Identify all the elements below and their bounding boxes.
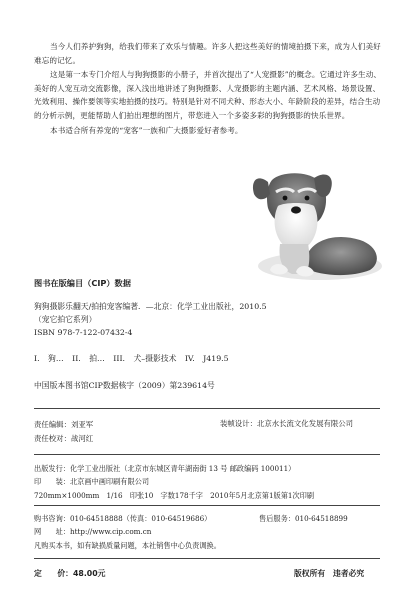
cip-title-line: 狗狗摄影乐翻天/拍拍宠客编著．—北京：化学工业出版社，2010.5 (34, 302, 267, 311)
description-paragraph-3: 本书适合所有养宠的“宠客”一族和广大摄影爱好者参考。 (50, 125, 243, 135)
contact-block (34, 512, 380, 552)
publishing-block (34, 462, 314, 502)
copyright-notice: 版权所有 违者必究 (294, 569, 365, 578)
price-line (34, 568, 105, 579)
divider-middle (34, 454, 380, 455)
cip-isbn-line: ISBN 978-7-122-07432-4 (34, 328, 133, 338)
cip-series-line: （宠它拍它系列） (34, 315, 97, 325)
book-description (34, 40, 382, 138)
proofreader-credit: 责任校对：战河红 (34, 434, 94, 443)
return-notice: 凡购买本书，如有缺损质量问题，本社销售中心负责调换。 (34, 540, 221, 550)
cip-heading: 图书在版编目（CIP）数据 (34, 278, 131, 288)
cip-record (34, 300, 267, 340)
service-phone: 售后服务：010-64518899 (259, 514, 348, 523)
price-label: 定 价： (34, 569, 73, 578)
editor-credit: 责任编辑：刘亚军 (34, 420, 94, 429)
cip-number: 中国版本图书馆CIP数据核字（2009）第239614号 (34, 381, 215, 390)
description-paragraph-1: 当今人们养护狗狗，给我们带来了欢乐与情趣。许多人把这些美好的情境拍摄下来，成为人们美好难忘的记忆。 (34, 42, 381, 65)
design-credit: 装帧设计：北京水长流文化发展有限公司 (220, 419, 354, 428)
schnauzer-dog-illustration (210, 170, 385, 285)
publisher-info: 出版发行：化学工业出版社（北京市东城区青年湖南街 13 号 邮政编码 100011） (34, 464, 296, 473)
description-paragraph-2: 这是第一本专门介绍人与狗狗摄影的小册子，并首次提出了“人宠摄影”的概念。它通过许多生动、美好的人宠互动交流影像，深入浅出地讲述了狗狗摄影、人宠摄影的主题内涵、艺术风格、场景设置、光效利用、操作要领等实地拍摄的技巧。特别是针对不同犬种、形态大小、年龄阶段的差异，结合生动的分析示例，更能帮助人们拍出理想的图片，带您进入一个多姿多彩的狗狗摄影的快乐世界。 (34, 70, 382, 120)
printer-info: 印 装：北京画中画印刷有限公司 (34, 477, 150, 487)
divider-bottom (34, 558, 380, 559)
purchase-phone: 购书咨询：010-64518888（传真：010-64519686） (34, 514, 212, 523)
format-info: 720mm×1000mm 1/16 印张10 字数178千字 2010年5月北京第1版第1次印刷 (34, 490, 315, 500)
website-line: 网 址：http://www.cip.com.cn (34, 527, 152, 537)
price-value: 48.00元 (72, 569, 106, 578)
divider-top (34, 408, 380, 409)
cip-classification: I. 狗… II. 拍… III. 犬–摄影技术 IV. J419.5 (34, 354, 229, 363)
credits-block (34, 418, 93, 446)
divider-lower (34, 505, 380, 506)
